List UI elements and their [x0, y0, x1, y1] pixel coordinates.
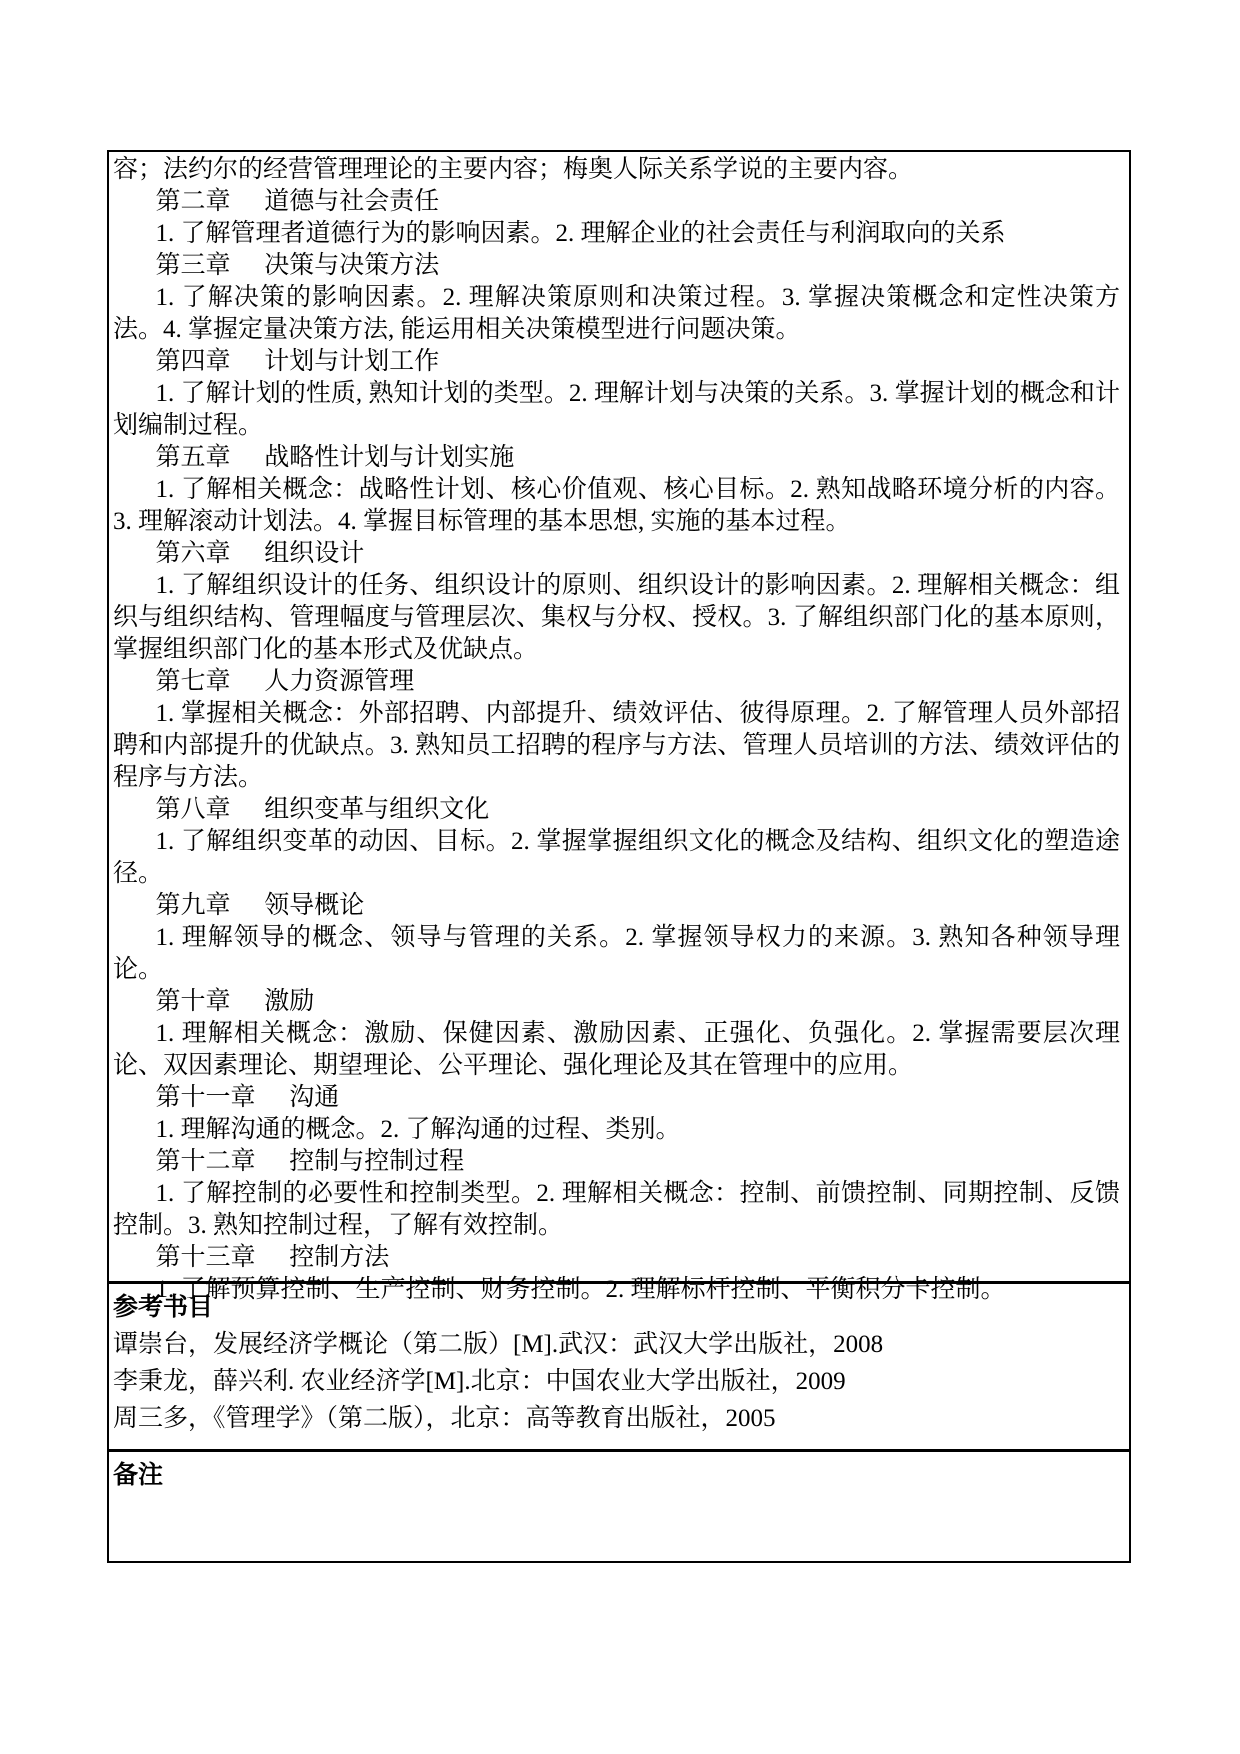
chapter-12-desc: 1. 了解控制的必要性和控制类型。2. 理解相关概念：控制、前馈控制、同期控制、反馈控制。3. 熟知控制过程，了解有效控制。: [113, 1180, 1120, 1239]
chapter-4-number: 第四章: [155, 348, 231, 375]
chapter-10-desc: 1. 理解相关概念：激励、保健因素、激励因素、正强化、负强化。2. 掌握需要层次理论、双因素理论、期望理论、公平理论、强化理论及其在管理中的应用。: [113, 1020, 1120, 1079]
chapter-3-heading: [113, 250, 1120, 282]
chapter-12-number: 第十二章: [155, 1148, 256, 1175]
chapter-5-heading: [113, 442, 1120, 474]
chapter-7-number: 第七章: [155, 668, 231, 695]
chapter-6-desc: 1. 了解组织设计的任务、组织设计的原则、组织设计的影响因素。2. 理解相关概念：组织与组织结构、管理幅度与管理层次、集权与分权、授权。3. 了解组织部门化的基本原则，掌握组织部门化的基本形式及优缺点。: [113, 572, 1120, 663]
chapter-2-number: 第二章: [155, 188, 231, 215]
notes-cell: [109, 1452, 1129, 1558]
chapter-5-desc: 1. 了解相关概念：战略性计划、核心价值观、核心目标。2. 熟知战略环境分析的内容。3. 理解滚动计划法。4. 掌握目标管理的基本思想, 实施的基本过程。: [113, 476, 1120, 535]
chapter-11-heading: [113, 1082, 1120, 1114]
chapter-8-heading: [113, 794, 1120, 826]
chapter-7-desc: 1. 掌握相关概念：外部招聘、内部提升、绩效评估、彼得原理。2. 了解管理人员外部招聘和内部提升的优缺点。3. 熟知员工招聘的程序与方法、管理人员培训的方法、绩效评估的程序与方法。: [113, 700, 1120, 791]
chapter-13-title: 控制方法: [289, 1244, 390, 1271]
chapter-7-heading: [113, 666, 1120, 698]
reference-item: 李秉龙，薛兴利. 农业经济学[M].北京：中国农业大学出版社，2009: [113, 1368, 846, 1395]
chapter-3-desc: 1. 了解决策的影响因素。2. 理解决策原则和决策过程。3. 掌握决策概念和定性决策方法。4. 掌握定量决策方法, 能运用相关决策模型进行问题决策。: [113, 284, 1120, 343]
chapter-12-title: 控制与控制过程: [289, 1148, 465, 1175]
chapter-4-heading: [113, 346, 1120, 378]
chapter-11-number: 第十一章: [155, 1084, 256, 1111]
chapter-4-desc: 1. 了解计划的性质, 熟知计划的类型。2. 理解计划与决策的关系。3. 掌握计划的概念和计划编制过程。: [113, 380, 1120, 439]
chapter-13-number: 第十三章: [155, 1244, 256, 1271]
chapter-3-title: 决策与决策方法: [264, 252, 440, 279]
references-heading: 参考书目: [113, 1294, 214, 1321]
chapter-10-title: 激励: [264, 988, 315, 1015]
reference-item: 周三多，《管理学》（第二版），北京：高等教育出版社，2005: [113, 1405, 776, 1432]
chapter-11-desc: 1. 理解沟通的概念。2. 了解沟通的过程、类别。: [155, 1116, 681, 1143]
chapter-5-number: 第五章: [155, 444, 231, 471]
chapter-12-heading: [113, 1146, 1120, 1178]
chapter-8-number: 第八章: [155, 796, 231, 823]
chapter-8-desc: 1. 了解组织变革的动因、目标。2. 掌握掌握组织文化的概念及结构、组织文化的塑造途径。: [113, 828, 1120, 887]
chapter-9-heading: [113, 890, 1120, 922]
chapter-5-title: 战略性计划与计划实施: [264, 444, 515, 471]
chapter-13-heading: [113, 1242, 1120, 1274]
syllabus-content-cell: [109, 152, 1129, 1303]
chapter-2-title: 道德与社会责任: [264, 188, 440, 215]
chapter-6-title: 组织设计: [264, 540, 365, 567]
chapter-13-desc: 1. 了解预算控制、生产控制、财务控制。2. 理解标杆控制、平衡积分卡控制。: [155, 1276, 1006, 1303]
chapter-2-heading: [113, 186, 1120, 218]
notes-heading: 备注: [113, 1462, 164, 1489]
chapter-9-title: 领导概论: [264, 892, 365, 919]
chapter-4-title: 计划与计划工作: [264, 348, 440, 375]
chapter-8-title: 组织变革与组织文化: [264, 796, 490, 823]
chapter-9-number: 第九章: [155, 892, 231, 919]
chapter-2-desc: 1. 了解管理者道德行为的影响因素。2. 理解企业的社会责任与利润取向的关系: [155, 220, 1006, 247]
intro-continuation-text: 容；法约尔的经营管理理论的主要内容；梅奥人际关系学说的主要内容。: [113, 156, 914, 183]
reference-item: 谭崇台，发展经济学概论（第二版）[M].武汉：武汉大学出版社，2008: [113, 1331, 884, 1358]
chapter-9-desc: 1. 理解领导的概念、领导与管理的关系。2. 掌握领导权力的来源。3. 熟知各种领导理论。: [113, 924, 1120, 983]
chapter-7-title: 人力资源管理: [264, 668, 415, 695]
syllabus-table: [107, 150, 1131, 1563]
references-cell: [109, 1284, 1129, 1452]
chapter-11-title: 沟通: [289, 1084, 340, 1111]
chapter-6-number: 第六章: [155, 540, 231, 567]
chapter-10-heading: [113, 986, 1120, 1018]
chapter-10-number: 第十章: [155, 988, 231, 1015]
chapter-6-heading: [113, 538, 1120, 570]
chapter-3-number: 第三章: [155, 252, 231, 279]
